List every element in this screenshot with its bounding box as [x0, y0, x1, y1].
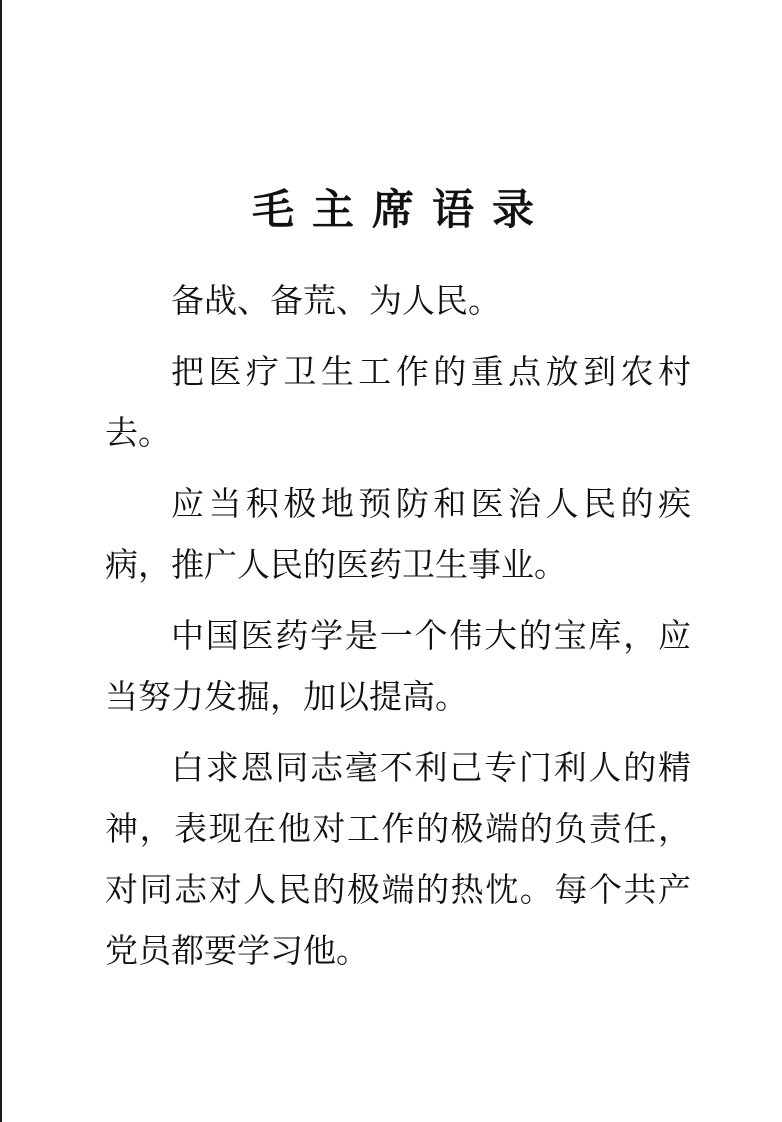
quotation-paragraph-2: 把医疗卫生工作的重点放到农村去。 — [105, 352, 691, 452]
page-title: 毛主席语录 — [251, 185, 552, 234]
quotation-paragraph-1: 备战、备荒、为人民。 — [171, 281, 501, 320]
quotation-body — [105, 270, 691, 991]
quotation-paragraph-4: 中国医药学是一个伟大的宝库，应当努力发掘，加以提高。 — [105, 616, 691, 716]
quotation-paragraph-3: 应当积极地预防和医治人民的疾病，推广人民的医药卫生事业。 — [105, 484, 691, 584]
quotation-paragraph-5: 白求恩同志毫不利己专门利人的精神，表现在他对工作的极端的负责任，对同志对人民的极端的热忱。每个共产党员都要学习他。 — [105, 748, 691, 970]
